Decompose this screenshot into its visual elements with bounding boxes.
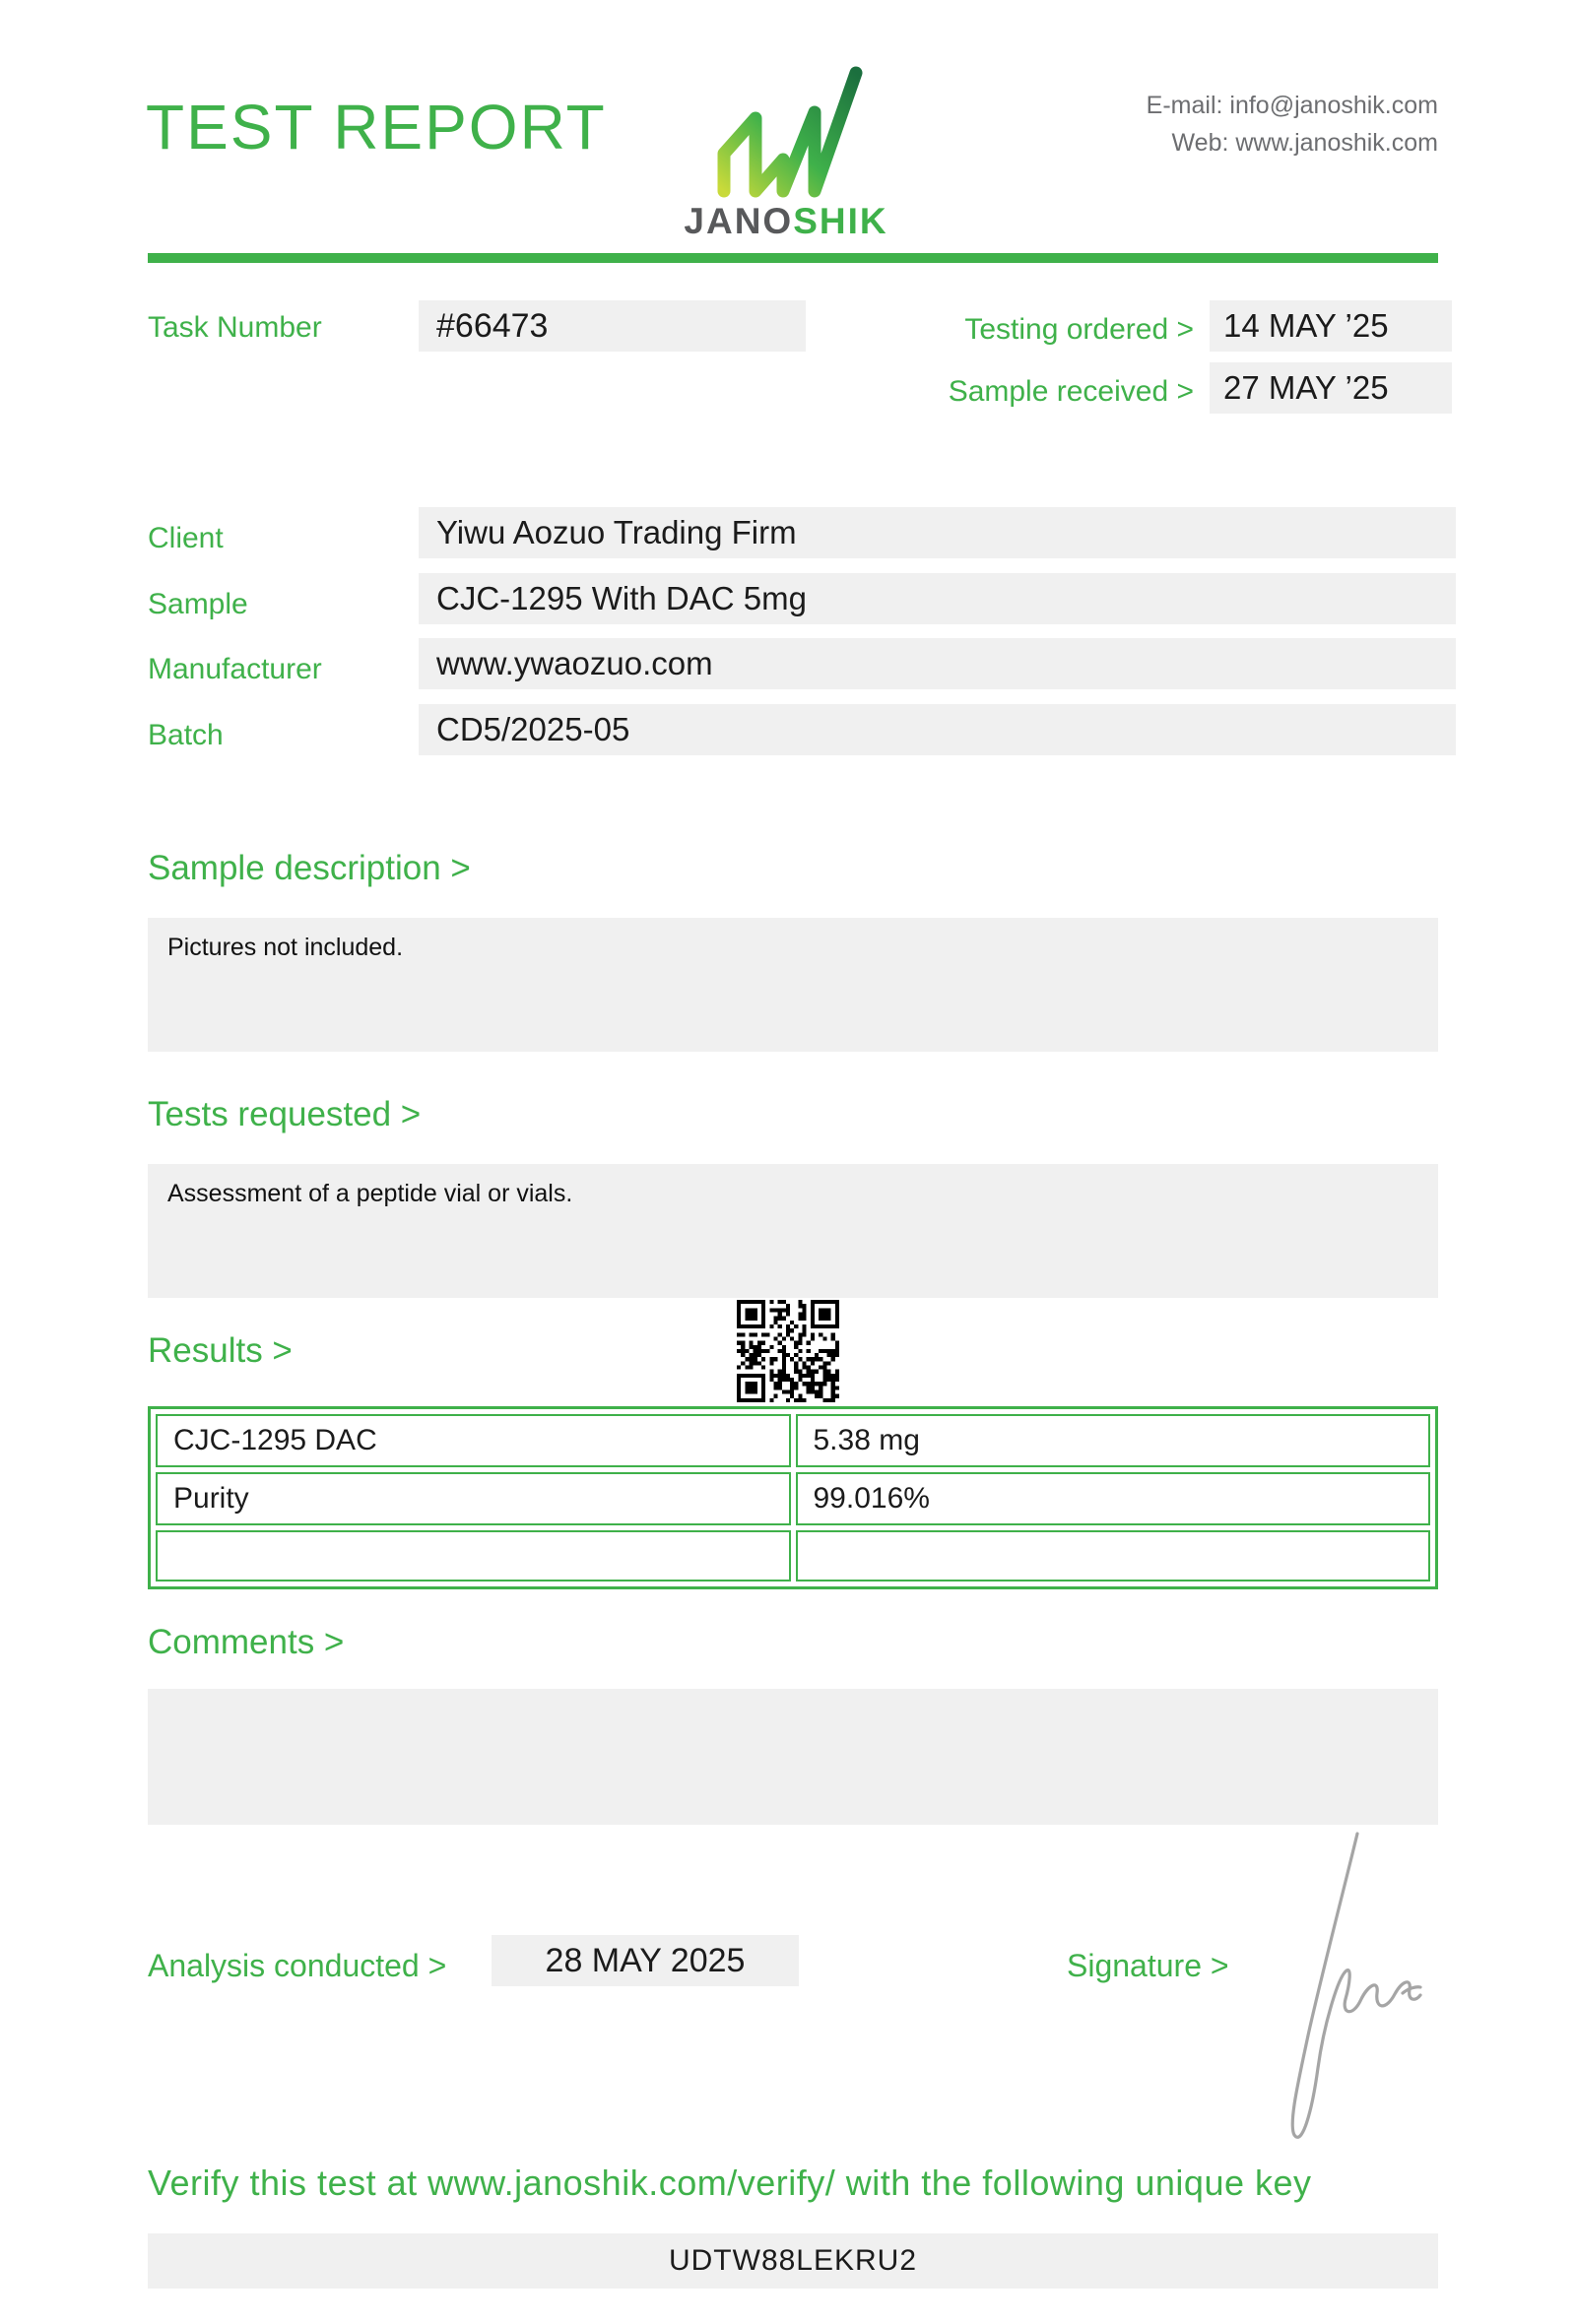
tests-requested-box (148, 1164, 1438, 1298)
contact-email: E-mail: info@janoshik.com (1146, 92, 1438, 119)
task-number-label: Task Number (148, 311, 322, 344)
result-value (796, 1530, 1431, 1582)
contact-info (985, 87, 1438, 161)
sample-description-heading: Sample description > (148, 849, 471, 887)
comments-text (148, 1689, 1438, 1705)
verify-instruction: Verify this test at www.janoshik.com/verify/ with the following unique key (148, 2163, 1312, 2203)
sample-description-box (148, 918, 1438, 1052)
results-table (148, 1406, 1438, 1589)
results-heading: Results > (148, 1331, 293, 1370)
manufacturer-label: Manufacturer (148, 653, 322, 685)
sample-received-value: 27 MAY ’25 (1210, 362, 1452, 414)
analysis-conducted-label: Analysis conducted > (148, 1948, 447, 1983)
client-label: Client (148, 522, 224, 554)
janoshik-logo (658, 51, 914, 242)
table-row (156, 1530, 1430, 1582)
logo-chart-icon (673, 51, 899, 199)
table-row (156, 1414, 1430, 1467)
batch-value: CD5/2025-05 (419, 704, 1456, 755)
sample-received-label: Sample received > (948, 375, 1194, 408)
qr-code (737, 1300, 839, 1402)
header-divider (148, 253, 1438, 263)
result-name: Purity (156, 1472, 791, 1525)
qr-code-svg (737, 1300, 839, 1402)
result-name (156, 1530, 791, 1582)
sample-label: Sample (148, 588, 248, 620)
tests-requested-text: Assessment of a peptide vial or vials. (167, 1180, 573, 1207)
result-value: 5.38 mg (796, 1414, 1431, 1467)
table-row (156, 1472, 1430, 1525)
comments-heading: Comments > (148, 1623, 345, 1661)
logo-wordmark (658, 201, 914, 242)
sample-value: CJC-1295 With DAC 5mg (419, 573, 1456, 624)
testing-ordered-label: Testing ordered > (964, 313, 1194, 346)
manufacturer-value: www.ywaozuo.com (419, 638, 1456, 689)
contact-web: Web: www.janoshik.com (1171, 129, 1438, 157)
task-number-value: #66473 (419, 300, 806, 352)
signature-scribble (1259, 1824, 1424, 2163)
tests-requested-heading: Tests requested > (148, 1095, 422, 1133)
comments-box (148, 1689, 1438, 1825)
logo-text-shik: SHIK (793, 201, 888, 241)
verify-key: UDTW88LEKRU2 (148, 2233, 1438, 2289)
analysis-conducted-value: 28 MAY 2025 (492, 1935, 799, 1986)
client-value: Yiwu Aozuo Trading Firm (419, 507, 1456, 558)
result-name: CJC-1295 DAC (156, 1414, 791, 1467)
page-title: TEST REPORT (146, 92, 607, 162)
batch-label: Batch (148, 719, 224, 751)
result-value: 99.016% (796, 1472, 1431, 1525)
sample-description-text: Pictures not included. (167, 934, 404, 961)
testing-ordered-value: 14 MAY ’25 (1210, 300, 1452, 352)
signature-label: Signature > (1067, 1948, 1229, 1983)
logo-text-jano: JANO (684, 201, 794, 241)
